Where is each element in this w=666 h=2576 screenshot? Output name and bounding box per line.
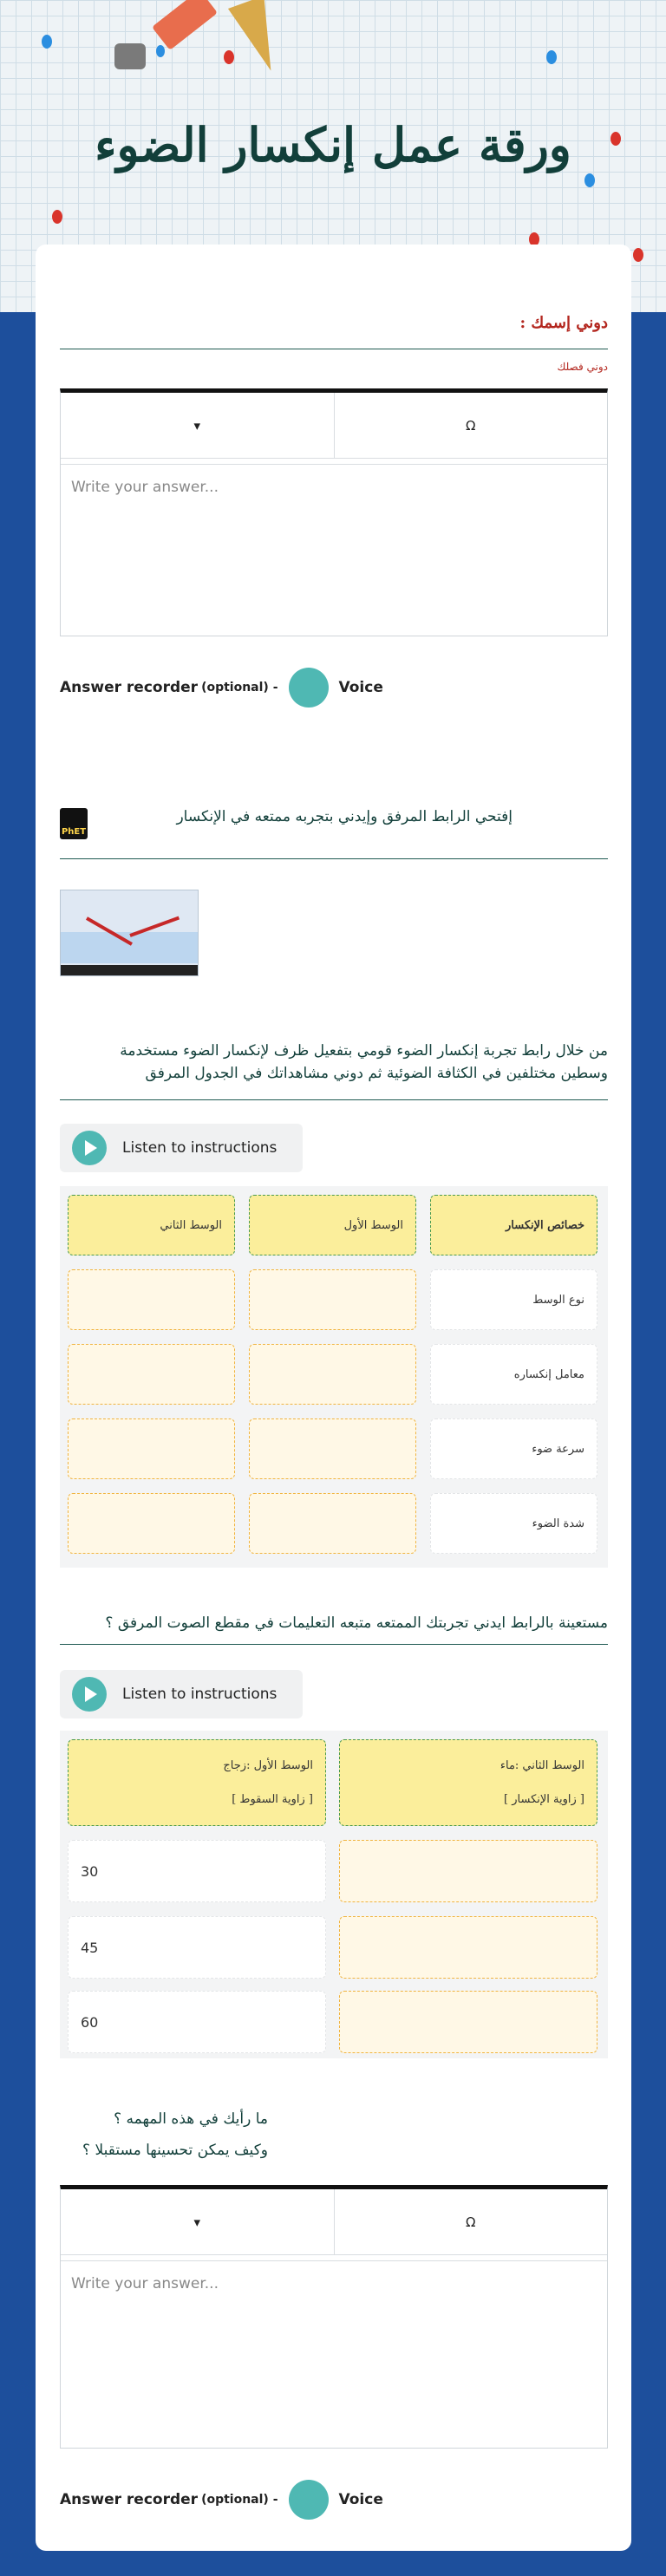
voice-label: Voice bbox=[338, 679, 383, 696]
incidence-angle-value: 30 bbox=[68, 1840, 326, 1902]
divider bbox=[60, 1099, 608, 1100]
row-label: سرعة ضوء bbox=[430, 1418, 597, 1479]
answer-recorder bbox=[60, 668, 383, 708]
simulation-thumbnail[interactable] bbox=[60, 890, 199, 976]
listen-instructions-button[interactable] bbox=[60, 1124, 303, 1172]
class-question-subheading: دوني فصلك bbox=[557, 361, 608, 373]
observation-table bbox=[60, 1186, 608, 1568]
special-character-button[interactable]: Ω bbox=[466, 2214, 476, 2230]
table-header bbox=[339, 1739, 597, 1826]
angle-question-heading: مستعينة بالرابط ايدني تجربتك الممتعه متبعه التعليمات في مقطع الصوت المرفق ؟ bbox=[105, 1614, 608, 1632]
answer-cell[interactable] bbox=[68, 1418, 235, 1479]
answer-cell[interactable] bbox=[339, 1916, 597, 1979]
decor-dot bbox=[156, 45, 165, 57]
thumbnail-toolbar bbox=[61, 965, 198, 975]
phet-logo-text: PhET bbox=[61, 827, 87, 837]
answer-cell[interactable] bbox=[249, 1344, 416, 1405]
answer-cell[interactable] bbox=[249, 1493, 416, 1554]
thumbnail-water bbox=[61, 932, 198, 963]
listen-label: Listen to instructions bbox=[122, 1139, 278, 1157]
decor-dot bbox=[52, 210, 62, 224]
recorder-optional: (optional) - bbox=[201, 2493, 278, 2507]
play-icon bbox=[72, 1677, 107, 1712]
table-question-heading-2: وسطين مختلفين في الكثافة الضوئية ثم دوني مشاهداتك في الجدول المرفق bbox=[145, 1065, 608, 1082]
answer-editor bbox=[60, 388, 608, 636]
divider bbox=[60, 1644, 608, 1645]
recorder-label: Answer recorder bbox=[60, 2491, 199, 2508]
answer-cell[interactable] bbox=[339, 1991, 597, 2053]
table-header: خصائص الإنكسار bbox=[430, 1195, 597, 1255]
answer-editor bbox=[60, 2185, 608, 2449]
listen-label: Listen to instructions bbox=[122, 1686, 278, 1703]
decor-dot bbox=[633, 248, 643, 262]
decor-dot bbox=[224, 50, 234, 64]
format-dropdown[interactable]: ▾ bbox=[61, 393, 335, 458]
answer-recorder bbox=[60, 2480, 383, 2520]
divider bbox=[60, 858, 608, 859]
decor-dot bbox=[42, 35, 52, 49]
table-header-line: [ زاوية السقوط ] bbox=[232, 1793, 313, 1806]
editor-toolbar bbox=[61, 393, 607, 459]
table-header-line: [ زاوية الإنكسار ] bbox=[504, 1793, 584, 1806]
feedback-question-heading-2: وكيف يمكن تحسينها مستقبلا ؟ bbox=[82, 2142, 268, 2159]
worksheet-card bbox=[36, 245, 631, 2551]
answer-textarea[interactable]: Write your answer... bbox=[61, 2260, 607, 2446]
listen-instructions-button[interactable] bbox=[60, 1670, 303, 1718]
angle-table bbox=[60, 1731, 608, 2058]
format-dropdown[interactable]: ▾ bbox=[61, 2189, 335, 2254]
table-header-line: الوسط الأول :زجاج bbox=[223, 1759, 313, 1772]
table-header-line: الوسط الثاني :ماء bbox=[500, 1759, 584, 1772]
row-label: نوع الوسط bbox=[430, 1269, 597, 1330]
answer-cell[interactable] bbox=[249, 1269, 416, 1330]
feedback-question-heading-1: ما رأيك في هذه المهمه ؟ bbox=[114, 2110, 268, 2128]
table-header: الوسط الثاني bbox=[68, 1195, 235, 1255]
answer-cell[interactable] bbox=[249, 1418, 416, 1479]
answer-cell[interactable] bbox=[339, 1840, 597, 1902]
special-character-button[interactable]: Ω bbox=[466, 417, 476, 434]
phet-logo bbox=[60, 808, 88, 839]
name-question-heading: دوني إسمك : bbox=[519, 314, 608, 332]
incidence-angle-value: 45 bbox=[68, 1916, 326, 1979]
row-label: شدة الضوء bbox=[430, 1493, 597, 1554]
incidence-angle-value: 60 bbox=[68, 1991, 326, 2053]
recorder-optional: (optional) - bbox=[201, 681, 278, 695]
link-question-heading: إفتحي الرابط المرفق وإيدني بتجربه ممتعه في الإنكسار bbox=[176, 808, 513, 825]
recorder-label: Answer recorder bbox=[60, 679, 199, 696]
answer-textarea[interactable]: Write your answer... bbox=[61, 464, 607, 641]
answer-cell[interactable] bbox=[68, 1269, 235, 1330]
editor-toolbar bbox=[61, 2189, 607, 2255]
answer-cell[interactable] bbox=[68, 1344, 235, 1405]
table-header: الوسط الأول bbox=[249, 1195, 416, 1255]
sharpener-icon bbox=[114, 43, 146, 69]
decor-dot bbox=[584, 173, 595, 187]
decor-dot bbox=[546, 50, 557, 64]
table-question-heading-1: من خلال رابط تجربة إنكسار الضوء قومي بتفعيل ظرف لإنكسار الضوء مستخدمة bbox=[120, 1042, 608, 1060]
page-title: ورقة عمل إنكسار الضوء bbox=[95, 117, 571, 173]
voice-label: Voice bbox=[338, 2491, 383, 2508]
row-label: معامل إنكساره bbox=[430, 1344, 597, 1405]
table-header bbox=[68, 1739, 326, 1826]
answer-cell[interactable] bbox=[68, 1493, 235, 1554]
record-voice-button[interactable] bbox=[289, 668, 329, 708]
record-voice-button[interactable] bbox=[289, 2480, 329, 2520]
play-icon bbox=[72, 1131, 107, 1165]
